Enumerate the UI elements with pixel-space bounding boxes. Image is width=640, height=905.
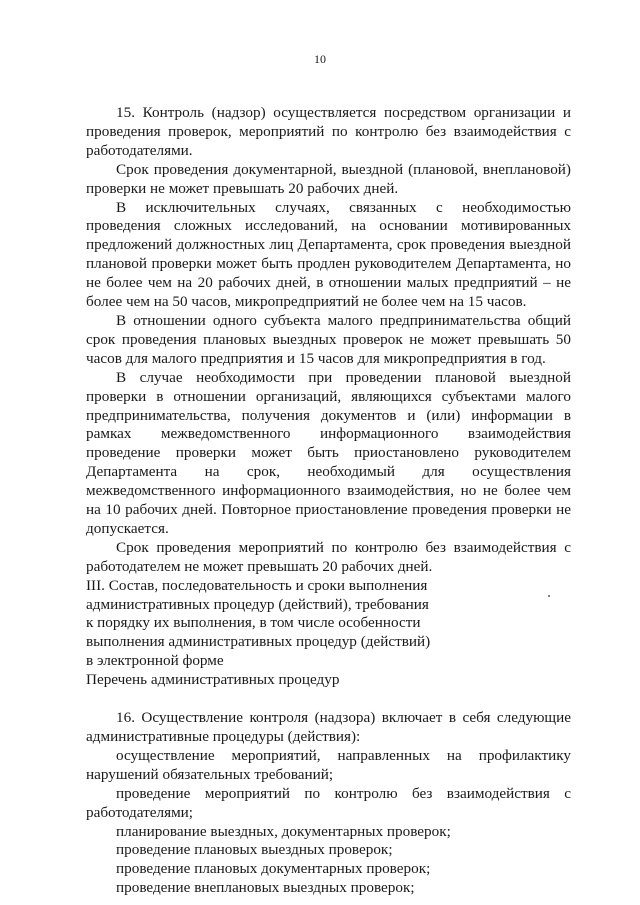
- list-item: проведение внеплановых выездных проверок;: [116, 879, 415, 897]
- paragraph-inspection-term: Срок проведения документарной, выездной (плановой, внеплановой) проверки не может превышать 20 рабочих дней.: [86, 160, 571, 197]
- scan-speck: [548, 595, 550, 597]
- paragraph-small-business: В отношении одного субъекта малого предпринимательства общий срок проведения плановых выездных проверок не может превышать 50 часов для малого предприятия и 15 часов для микропредприятия в год.: [86, 311, 571, 367]
- section-title-line: выполнения административных процедур (действий): [86, 633, 431, 651]
- paragraph-no-interaction-term: Срок проведения мероприятий по контролю без взаимодействия с работодателем не может превышать 20 рабочих дней.: [86, 538, 571, 575]
- list-item: планирование выездных, документарных проверок;: [116, 822, 451, 840]
- paragraph-16: 16. Осуществление контроля (надзора) включает в себя следующие административные процедуры (действия):: [86, 709, 571, 745]
- list-item: проведение плановых документарных проверок;: [116, 860, 431, 878]
- section-title-line: в электронной форме: [86, 652, 224, 670]
- list-item: осуществление мероприятий, направленных на профилактику нарушений обязательных требований;: [86, 746, 571, 783]
- paragraph-exceptional-cases: В исключительных случаях, связанных с необходимостью проведения сложных исследований, на основании мотивированных предложений должностных лиц Департамента, срок проведения выездной плановой проверки может быть продлен руководителем Департамента, но не более чем на 20 рабочих дней, в отношении малых предприятий – не более чем на 50 часов, микропредприятий не более чем на 15 часов.: [86, 198, 571, 311]
- list-item: проведение мероприятий по контролю без взаимодействия с работодателями;: [86, 784, 571, 821]
- page-number: 10: [314, 52, 326, 66]
- document-body: [86, 104, 571, 898]
- section-title: [86, 577, 571, 672]
- section-title-line: административных процедур (действий), требования: [86, 595, 429, 613]
- list-item: проведение плановых выездных проверок;: [116, 841, 393, 859]
- section-title-line: III. Состав, последовательность и сроки выполнения: [86, 576, 428, 594]
- subsection-title: Перечень административных процедур: [86, 671, 340, 689]
- section-title-line: к порядку их выполнения, в том числе особенности: [86, 614, 421, 632]
- paragraph-15: 15. Контроль (надзор) осуществляется посредством организации и проведения проверок, мероприятий по контролю без взаимодействия с работодателями.: [86, 104, 571, 159]
- paragraph-suspension: В случае необходимости при проведении плановой выездной проверки в отношении организаций, являющихся субъектами малого предпринимательства, получения документов и (или) информации в рамках межведомственного информационного взаимодействия проведение проверки может быть приостановлено руководителем Департамента на срок, необходимый для осуществления межведомственного информационного взаимодействия, но не более чем на 10 рабочих дней. Повторное приостановление проведения проверки не допускается.: [86, 368, 571, 537]
